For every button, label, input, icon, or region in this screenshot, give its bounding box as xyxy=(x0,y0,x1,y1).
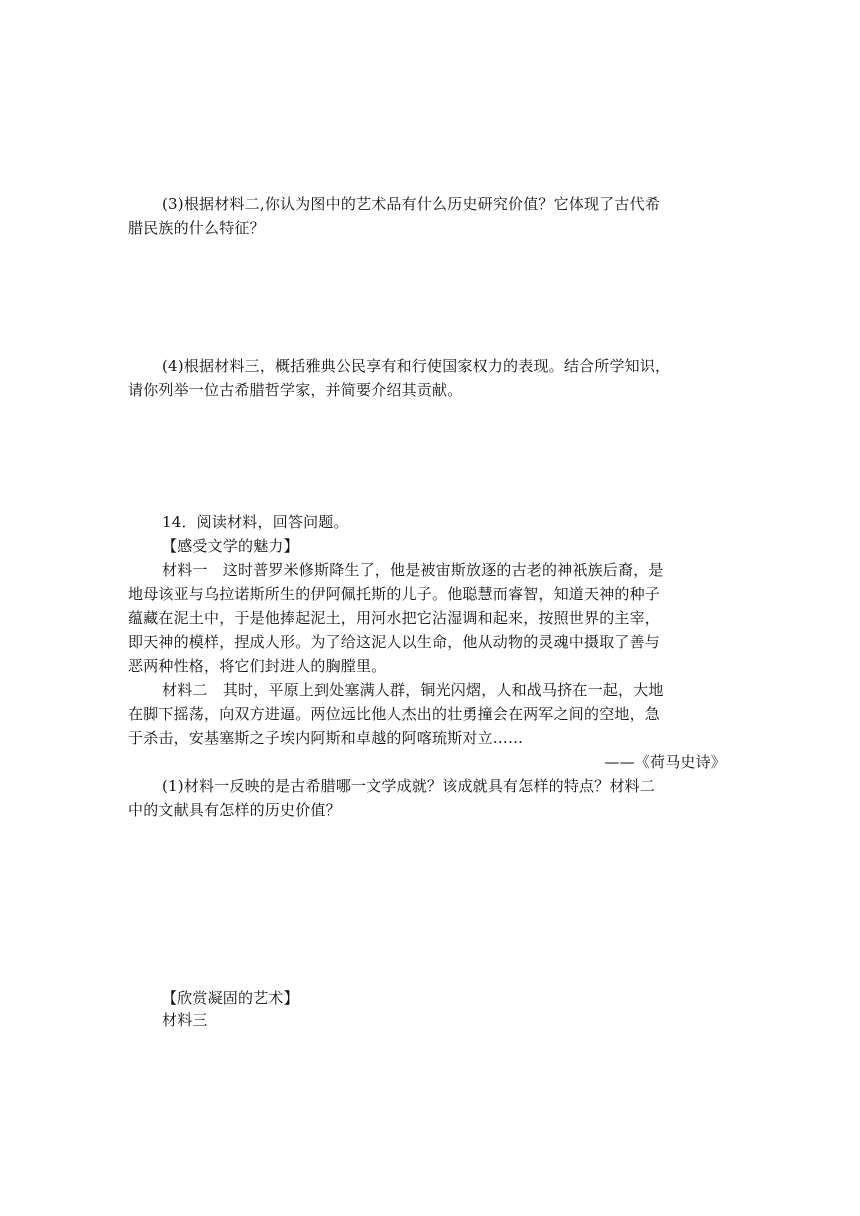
question-14-1-line-2: 中的文献具有怎样的历史价值？ xyxy=(128,801,341,819)
section-heading-literature: 【感受文学的魅力】 xyxy=(162,537,299,555)
material-3-label: 材料三 xyxy=(162,1011,208,1029)
material-1-line: 即天神的模样，捏成人形。为了给这泥人以生命，他从动物的灵魂中摄取了善与 xyxy=(128,633,661,651)
question-3-line-1: (3)根据材料二,你认为图中的艺术品有什么历史研究价值？它体现了古代希 xyxy=(162,195,661,213)
question-4-line-2: 请你列举一位古希腊哲学家，并简要介绍其贡献。 xyxy=(128,381,463,399)
section-heading-art: 【欣赏凝固的艺术】 xyxy=(162,989,299,1007)
question-3-line-2: 腊民族的什么特征？ xyxy=(128,219,265,237)
question-14-heading: 14．阅读材料，回答问题。 xyxy=(162,513,349,531)
material-2-source: ——《荷马史诗》 xyxy=(604,753,726,771)
material-2-line: 于杀击，安基塞斯之子埃内阿斯和卓越的阿喀琉斯对立…… xyxy=(128,729,524,747)
material-2-line: 材料二 其时，平原上到处塞满人群，铜光闪熠，人和战马挤在一起，大地 xyxy=(162,681,664,699)
question-4-line-1: (4)根据材料三，概括雅典公民享有和行使国家权力的表现。结合所学知识， xyxy=(162,357,671,375)
material-2-line: 在脚下摇荡，向双方进逼。两位远比他人杰出的壮勇撞会在两军之间的空地，急 xyxy=(128,705,661,723)
material-1-line: 蕴藏在泥土中，于是他捧起泥土，用河水把它沾湿调和起来，按照世界的主宰， xyxy=(128,609,661,627)
material-1-line: 材料一 这时普罗米修斯降生了，他是被宙斯放逐的古老的神祇族后裔，是 xyxy=(162,561,664,579)
material-1-line: 恶两种性格，将它们封进人的胸膛里。 xyxy=(128,657,387,675)
material-1-line: 地母该亚与乌拉诺斯所生的伊阿佩托斯的儿子。他聪慧而睿智，知道天神的种子 xyxy=(128,585,661,603)
question-14-1-line-1: (1)材料一反映的是古希腊哪一文学成就？该成就具有怎样的特点？材料二 xyxy=(162,777,656,795)
